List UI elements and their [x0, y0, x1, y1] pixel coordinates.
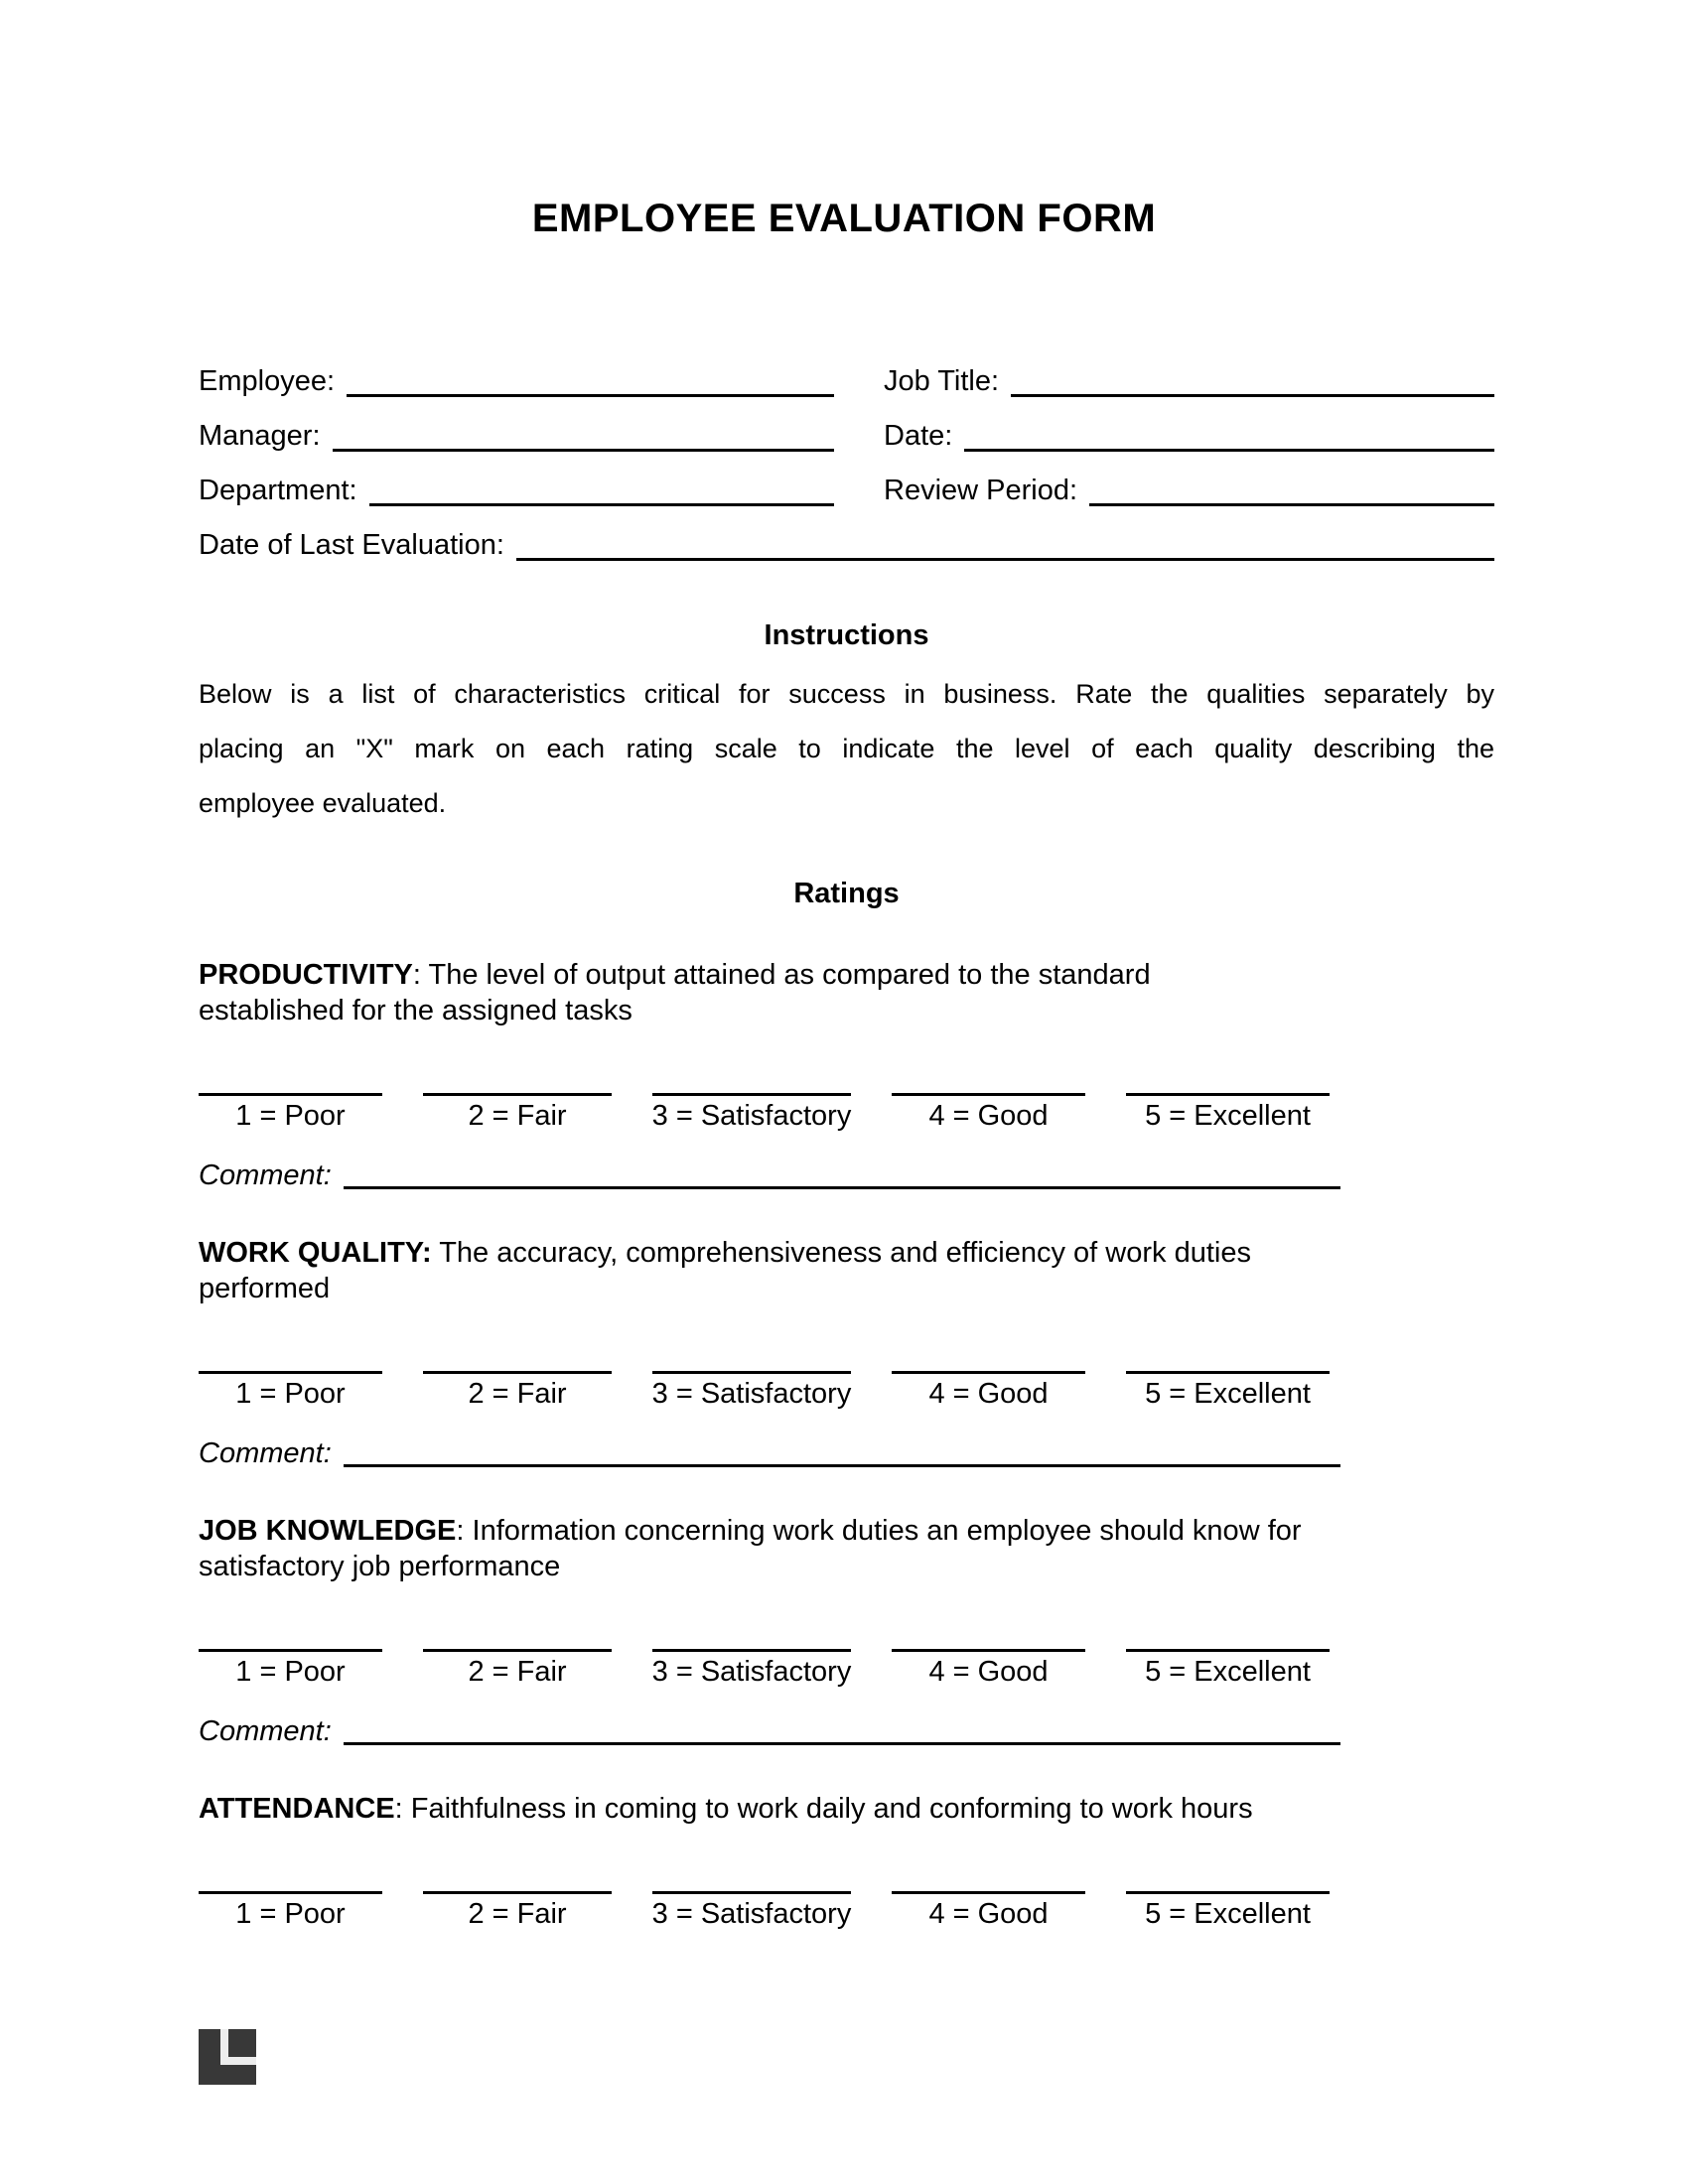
rating-blank[interactable] [652, 1628, 851, 1652]
attendance-term: ATTENDANCE [199, 1793, 395, 1825]
scale-option [199, 1628, 382, 1692]
work-quality-desc-line2: performed [199, 1273, 331, 1304]
scale-label-good: 4 = Good [928, 1898, 1049, 1930]
scale-label-good: 4 = Good [928, 1378, 1049, 1410]
scale-label-good: 4 = Good [928, 1100, 1049, 1132]
review-period-field-line[interactable] [1089, 503, 1494, 506]
job-knowledge-description [199, 1513, 1494, 1584]
scale-label-poor: 1 = Poor [235, 1100, 346, 1132]
job-knowledge-rating-scale [199, 1628, 1330, 1692]
job-knowledge-desc-text: : Information concerning work duties an employee should know for [456, 1515, 1302, 1547]
instructions-line-3: employee evaluated. [199, 788, 447, 818]
scale-label-fair: 2 = Fair [468, 1898, 567, 1930]
scale-option [423, 1628, 612, 1692]
scale-option [1126, 1870, 1330, 1934]
scale-option [199, 1350, 382, 1414]
work-quality-comment-row [199, 1433, 1340, 1473]
comment-label: Comment: [199, 1437, 332, 1469]
work-quality-rating-scale [199, 1350, 1330, 1414]
scale-option [652, 1072, 851, 1136]
date-field-line[interactable] [964, 449, 1494, 452]
rating-blank[interactable] [199, 1628, 382, 1652]
ratings-heading: Ratings [793, 878, 900, 909]
manager-label: Manager: [199, 420, 321, 452]
rating-blank[interactable] [423, 1072, 612, 1096]
instructions-line-2: placing an "X" mark on each rating scale to indicate the level of each quality describing the [199, 734, 1494, 763]
attendance-description [199, 1791, 1494, 1827]
rating-blank[interactable] [1126, 1350, 1330, 1374]
rating-blank[interactable] [199, 1072, 382, 1096]
productivity-desc-text: : The level of output attained as compared to the standard [412, 959, 1151, 991]
scale-label-poor: 1 = Poor [235, 1656, 346, 1688]
scale-label-satisfactory: 3 = Satisfactory [651, 1100, 852, 1132]
scale-label-excellent: 5 = Excellent [1145, 1378, 1311, 1410]
scale-option [1126, 1072, 1330, 1136]
job-title-field-line[interactable] [1011, 394, 1494, 397]
rating-blank[interactable] [892, 1350, 1085, 1374]
rating-blank[interactable] [199, 1350, 382, 1374]
scale-option [1126, 1628, 1330, 1692]
rating-blank[interactable] [1126, 1870, 1330, 1894]
attendance-rating-scale [199, 1870, 1330, 1934]
scale-option [423, 1870, 612, 1934]
department-field-line[interactable] [369, 503, 834, 506]
scale-option [199, 1870, 382, 1934]
department-label: Department: [199, 475, 357, 506]
page-title: EMPLOYEE EVALUATION FORM [531, 197, 1157, 240]
scale-option [652, 1870, 851, 1934]
work-quality-description [199, 1235, 1494, 1306]
instructions-line-1: Below is a list of characteristics critical for success in business. Rate the qualities separately by [199, 679, 1494, 709]
rating-blank[interactable] [652, 1870, 851, 1894]
scale-label-excellent: 5 = Excellent [1145, 1898, 1311, 1930]
header-row-1 [199, 354, 1494, 409]
employee-label: Employee: [199, 365, 336, 397]
scale-label-excellent: 5 = Excellent [1145, 1656, 1311, 1688]
scale-option [892, 1628, 1085, 1692]
comment-label: Comment: [199, 1160, 332, 1191]
rating-blank[interactable] [892, 1870, 1085, 1894]
productivity-desc-line2: established for the assigned tasks [199, 995, 633, 1026]
productivity-term: PRODUCTIVITY [199, 959, 413, 991]
review-period-label: Review Period: [884, 475, 1078, 506]
rating-blank[interactable] [199, 1870, 382, 1894]
rating-blank[interactable] [423, 1628, 612, 1652]
rating-blank[interactable] [1126, 1072, 1330, 1096]
scale-label-satisfactory: 3 = Satisfactory [651, 1656, 852, 1688]
scale-label-poor: 1 = Poor [235, 1898, 346, 1930]
scale-label-satisfactory: 3 = Satisfactory [651, 1898, 852, 1930]
scale-label-fair: 2 = Fair [468, 1100, 567, 1132]
scale-label-fair: 2 = Fair [468, 1378, 567, 1410]
scale-option [652, 1628, 851, 1692]
scale-label-good: 4 = Good [928, 1656, 1049, 1688]
productivity-rating-scale [199, 1072, 1330, 1136]
header-fields [199, 354, 1494, 573]
job-knowledge-desc-line2: satisfactory job performance [199, 1551, 561, 1582]
rating-blank[interactable] [1126, 1628, 1330, 1652]
rating-blank[interactable] [652, 1350, 851, 1374]
instructions-heading: Instructions [764, 619, 929, 651]
scale-option [892, 1350, 1085, 1414]
attendance-desc-text: : Faithfulness in coming to work daily and conforming to work hours [394, 1793, 1253, 1825]
scale-option [199, 1072, 382, 1136]
date-of-last-evaluation-label: Date of Last Evaluation: [199, 529, 504, 561]
header-row-2 [199, 409, 1494, 464]
scale-label-satisfactory: 3 = Satisfactory [651, 1378, 852, 1410]
comment-line[interactable] [344, 1464, 1340, 1467]
scale-label-fair: 2 = Fair [468, 1656, 567, 1688]
scale-option [423, 1350, 612, 1414]
scale-option [652, 1350, 851, 1414]
job-title-label: Job Title: [884, 365, 1000, 397]
productivity-comment-row [199, 1156, 1340, 1195]
date-of-last-evaluation-field-line[interactable] [516, 558, 1494, 561]
comment-line[interactable] [344, 1742, 1340, 1745]
comment-line[interactable] [344, 1186, 1340, 1189]
work-quality-term: WORK QUALITY: [199, 1237, 432, 1269]
rating-blank[interactable] [892, 1628, 1085, 1652]
date-label: Date: [884, 420, 953, 452]
employee-field-line[interactable] [347, 394, 834, 397]
scale-label-poor: 1 = Poor [235, 1378, 346, 1410]
scale-label-excellent: 5 = Excellent [1145, 1100, 1311, 1132]
work-quality-desc-text: The accuracy, comprehensiveness and efficiency of work duties [431, 1237, 1251, 1269]
header-row-4 [199, 518, 1494, 573]
rating-blank[interactable] [652, 1072, 851, 1096]
rating-blank[interactable] [423, 1870, 612, 1894]
scale-option [892, 1072, 1085, 1136]
rating-blank[interactable] [423, 1350, 612, 1374]
manager-field-line[interactable] [333, 449, 834, 452]
job-knowledge-comment-row [199, 1711, 1340, 1751]
rating-blank[interactable] [892, 1072, 1085, 1096]
scale-option [892, 1870, 1085, 1934]
comment-label: Comment: [199, 1715, 332, 1747]
scale-option [423, 1072, 612, 1136]
instructions-paragraph [199, 667, 1494, 831]
header-row-3 [199, 464, 1494, 518]
scale-option [1126, 1350, 1330, 1414]
legal-templates-logo-icon [199, 2029, 256, 2085]
job-knowledge-term: JOB KNOWLEDGE [199, 1515, 457, 1547]
productivity-description [199, 957, 1494, 1028]
